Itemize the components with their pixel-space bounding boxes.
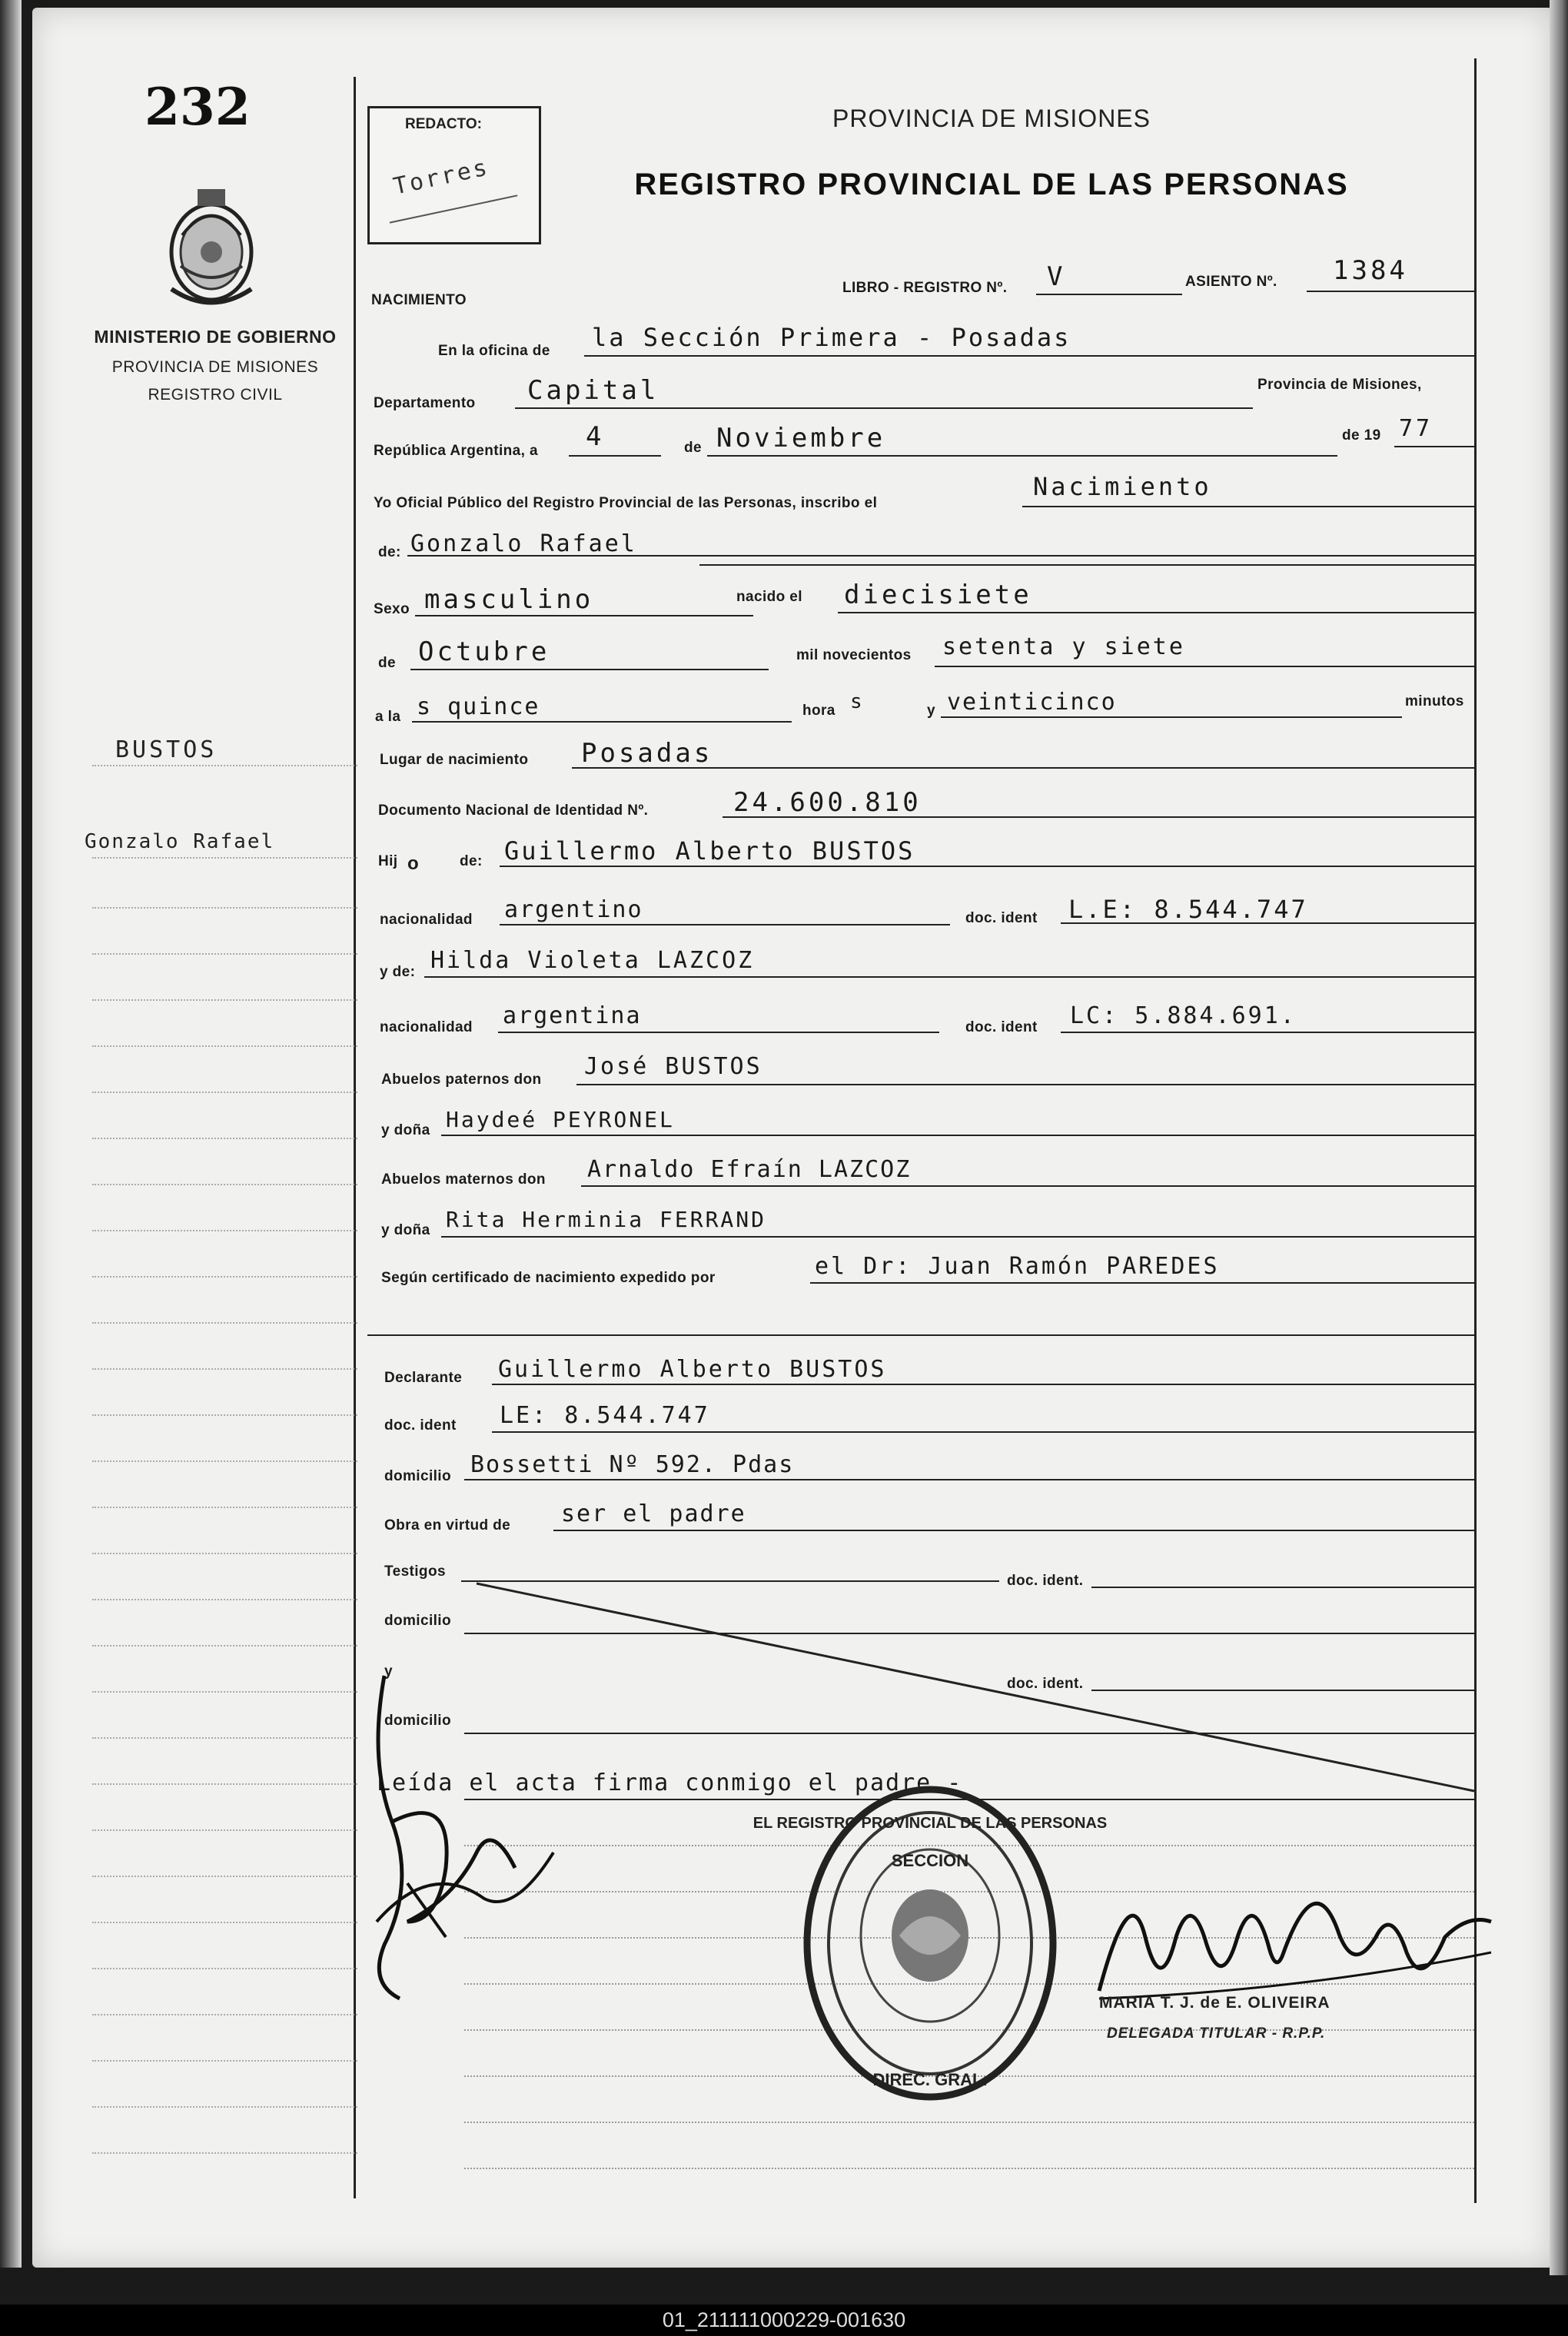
ab-pat-dona-value: Haydeé PEYRONEL	[446, 1107, 675, 1132]
nombre-value: Gonzalo Rafael	[410, 530, 637, 557]
oficina-label: En la oficina de	[438, 343, 550, 359]
margin-rule	[92, 1645, 357, 1646]
margin-rule	[92, 2106, 357, 2108]
margin-rule	[92, 2060, 357, 2062]
margin-rule	[92, 907, 357, 909]
provincia-label: Provincia de Misiones,	[1257, 377, 1422, 393]
ab-pat-dona-label: y doña	[381, 1122, 430, 1138]
margin-rule	[92, 1230, 357, 1231]
departamento-fill-line	[515, 407, 1253, 409]
anio-nac-fill-line	[935, 666, 1474, 667]
redacto-underline	[390, 194, 518, 223]
book-binding	[0, 0, 22, 2268]
dni-label: Documento Nacional de Identidad Nº.	[378, 802, 649, 819]
anio-nac-value: setenta y siete	[942, 633, 1185, 660]
oficial-fill-line	[1022, 506, 1474, 507]
ab-mat-dona-value: Rita Herminia FERRAND	[446, 1207, 767, 1232]
margin-rule	[92, 1460, 357, 1462]
y-de-label: y de:	[380, 964, 416, 980]
lugar-label: Lugar de nacimiento	[380, 752, 529, 768]
madre-doc-value: LC: 5.884.691.	[1070, 1002, 1297, 1029]
dia-fill-line	[569, 455, 661, 457]
madre-nac-value: argentina	[503, 1002, 642, 1029]
redacto-value: Torres	[390, 154, 492, 201]
footer-identifier: 01_211111000229-001630	[0, 2304, 1568, 2336]
redacto-label: REDACTO:	[405, 116, 482, 132]
record-type-label: NACIMIENTO	[371, 292, 467, 308]
asiento-label: ASIENTO Nº.	[1185, 274, 1277, 290]
margin-rule	[92, 1599, 357, 1600]
stamp-bottom-text: DIREC. GRAL.	[872, 2070, 988, 2089]
madre-nac-fill-line	[498, 1032, 939, 1033]
doc-ident2-label: doc. ident.	[1007, 1676, 1084, 1692]
madre-value: Hilda Violeta LAZCOZ	[430, 947, 755, 974]
redacto-box	[367, 106, 541, 244]
domicilio-fill-line	[464, 1479, 1474, 1480]
asiento-value: 1384	[1333, 255, 1408, 286]
declarant-signature	[361, 1668, 576, 2006]
declarante-doc-fill-line	[492, 1431, 1474, 1433]
padre-doc-label: doc. ident	[965, 910, 1038, 926]
ab-mat-dona-label: y doña	[381, 1222, 430, 1238]
testigos-label: Testigos	[384, 1563, 446, 1580]
margin-rule	[92, 1322, 357, 1324]
domicilio-label: domicilio	[384, 1468, 451, 1484]
cert-label: Según certificado de nacimiento expedido por	[381, 1270, 716, 1286]
de-nombre-label: de:	[378, 544, 401, 560]
officer-name: MARIA T. J. de E. OLIVEIRA	[1099, 1994, 1330, 2012]
margin-rule	[92, 1922, 357, 1923]
minutos-label: minutos	[1405, 693, 1464, 709]
de-label: de	[684, 440, 702, 456]
madre-fill-line	[424, 976, 1474, 978]
de-mes-label: de	[378, 655, 396, 671]
padre-value: Guillermo Alberto BUSTOS	[504, 836, 915, 866]
libro-label: LIBRO - REGISTRO Nº.	[842, 280, 1008, 296]
margin-rule	[92, 1045, 357, 1047]
blank-rule	[464, 2122, 1474, 2123]
dni-value: 24.600.810	[733, 787, 922, 818]
hijo-label: Hij	[378, 853, 398, 869]
margin-rule	[92, 857, 357, 859]
oficina-fill-line	[584, 355, 1474, 357]
cert-value: el Dr: Juan Ramón PAREDES	[815, 1253, 1220, 1280]
ab-mat-don-fill-line	[581, 1185, 1474, 1187]
margin-rule	[92, 1737, 357, 1739]
domicilio3-label: domicilio	[384, 1713, 451, 1729]
nacido-value: diecisiete	[844, 580, 1032, 610]
mil-label: mil novecientos	[796, 647, 912, 663]
declarante-doc-value: LE: 8.544.747	[500, 1402, 710, 1429]
republica-label: República Argentina, a	[374, 443, 538, 459]
minutos-value: veinticinco	[947, 689, 1117, 716]
oficial-value: Nacimiento	[1033, 472, 1212, 501]
ab-pat-don-fill-line	[576, 1084, 1474, 1085]
mes-value: Noviembre	[716, 423, 886, 454]
ab-mat-don-value: Arnaldo Efraín LAZCOZ	[587, 1156, 912, 1183]
padre-nac-fill-line	[500, 924, 950, 925]
hijo-de-label: de:	[460, 853, 483, 869]
section-separator	[367, 1334, 1474, 1336]
nacido-label: nacido el	[736, 589, 802, 605]
padre-doc-fill-line	[1061, 922, 1474, 924]
obra-label: Obra en virtud de	[384, 1517, 511, 1534]
departamento-label: Departamento	[374, 395, 476, 411]
lugar-value: Posadas	[581, 738, 713, 769]
y-label: y	[927, 703, 935, 719]
sexo-label: Sexo	[374, 601, 410, 617]
margin-rule	[92, 953, 357, 955]
margin-rule	[92, 1138, 357, 1139]
oficial-label: Yo Oficial Público del Registro Provincial de las Personas, inscribo el	[374, 495, 878, 511]
anio-value: 77	[1399, 415, 1433, 442]
ab-pat-dona-fill-line	[441, 1135, 1474, 1136]
ab-pat-label: Abuelos paternos don	[381, 1072, 542, 1088]
ab-mat-dona-fill-line	[441, 1236, 1474, 1238]
margin-rule	[92, 1553, 357, 1554]
horas-label: hora	[802, 703, 835, 719]
libro-value: V	[1047, 261, 1066, 292]
officer-title: DELEGADA TITULAR - R.P.P.	[1107, 2025, 1326, 2042]
cert-fill-line	[810, 1282, 1474, 1284]
domicilio2-label: domicilio	[384, 1613, 451, 1629]
margin-rule	[92, 1368, 357, 1370]
margin-rule	[92, 999, 357, 1001]
dni-fill-line	[723, 816, 1474, 818]
closing-text: Leída el acta firma conmigo el padre.-	[377, 1769, 963, 1796]
ab-pat-don-value: José BUSTOS	[584, 1053, 762, 1080]
libro-fill-line	[1036, 294, 1182, 295]
nombre-fill-line-2	[699, 564, 1474, 566]
madre-doc-fill-line	[1061, 1032, 1474, 1033]
margin-rule	[92, 1968, 357, 1969]
padre-nac-value: argentino	[504, 896, 643, 923]
margin-rule	[92, 1276, 357, 1278]
margin-rule	[92, 1184, 357, 1185]
obra-fill-line	[553, 1530, 1474, 1531]
y-witness-label: y	[384, 1663, 393, 1680]
registry-title: REGISTRO PROVINCIAL DE LAS PERSONAS	[634, 168, 1349, 201]
minutos-fill-line	[941, 716, 1402, 718]
declarante-label: Declarante	[384, 1370, 463, 1386]
margin-rule	[92, 1092, 357, 1093]
sexo-fill-line	[415, 615, 753, 616]
sexo-value: masculino	[424, 584, 594, 615]
ministry-province: PROVINCIA DE MISIONES	[111, 358, 319, 376]
madre-nac-label: nacionalidad	[380, 1019, 473, 1035]
obra-value: ser el padre	[561, 1500, 746, 1527]
madre-doc-label: doc. ident	[965, 1019, 1038, 1035]
province-header: PROVINCIA DE MISIONES	[832, 105, 1151, 132]
nombre-fill-line	[407, 555, 1474, 557]
margin-rule	[92, 1876, 357, 1877]
margin-rule	[92, 1507, 357, 1508]
margin-rule	[92, 2152, 357, 2154]
stamp-inner-text: SECCION	[891, 1851, 969, 1870]
mes-fill-line	[707, 455, 1337, 457]
margin-rule	[92, 1829, 357, 1831]
dia-value: 4	[586, 421, 605, 452]
padre-nac-label: nacionalidad	[380, 912, 473, 928]
asiento-fill-line	[1307, 291, 1474, 292]
margin-rule	[92, 2014, 357, 2015]
lugar-fill-line	[572, 767, 1474, 769]
padre-fill-line	[500, 866, 1474, 867]
oficina-value: la Sección Primera - Posadas	[592, 323, 1071, 352]
margin-given-names: Gonzalo Rafael	[85, 830, 275, 853]
ab-mat-label: Abuelos maternos don	[381, 1171, 546, 1188]
mes-nac-value: Octubre	[418, 636, 550, 667]
mes-nac-fill-line	[410, 669, 769, 670]
cancellation-line	[461, 1568, 1476, 1799]
official-seal-stamp	[752, 1782, 1108, 2105]
ministry-registry: REGISTRO CIVIL	[148, 386, 283, 404]
blank-rule	[464, 2168, 1474, 2169]
margin-surname: BUSTOS	[115, 736, 218, 763]
padre-doc-value: L.E: 8.544.747	[1068, 895, 1308, 924]
page-number: 232	[145, 77, 251, 137]
ministry-block	[81, 327, 350, 404]
horas-suffix: s	[850, 690, 865, 713]
de-anio-label: de 19	[1342, 427, 1381, 444]
margin-rule	[92, 1691, 357, 1693]
hora-value: s quince	[417, 693, 540, 720]
declarante-value: Guillermo Alberto BUSTOS	[498, 1356, 887, 1383]
declarante-fill-line	[492, 1384, 1474, 1385]
coat-of-arms-icon	[158, 181, 265, 316]
margin-rule	[92, 1783, 357, 1785]
margin-rule	[92, 765, 357, 766]
page-edge	[1550, 0, 1568, 2275]
hora-fill-line	[412, 721, 792, 723]
anio-fill-line	[1394, 446, 1474, 447]
domicilio-value: Bossetti Nº 592. Pdas	[470, 1451, 795, 1478]
a-las-label: a la	[375, 709, 401, 725]
stamp-outer-text: EL REGISTRO PROVINCIAL DE LAS PERSONAS	[752, 1815, 1108, 1832]
hijo-suffix: o	[407, 853, 420, 874]
nacido-fill-line	[838, 612, 1474, 613]
declarante-doc-label: doc. ident	[384, 1417, 457, 1434]
departamento-value: Capital	[527, 375, 659, 406]
ministry-name: MINISTERIO DE GOBIERNO	[94, 327, 337, 347]
doc-ident-label: doc. ident.	[1007, 1573, 1084, 1589]
margin-rule	[92, 1414, 357, 1416]
